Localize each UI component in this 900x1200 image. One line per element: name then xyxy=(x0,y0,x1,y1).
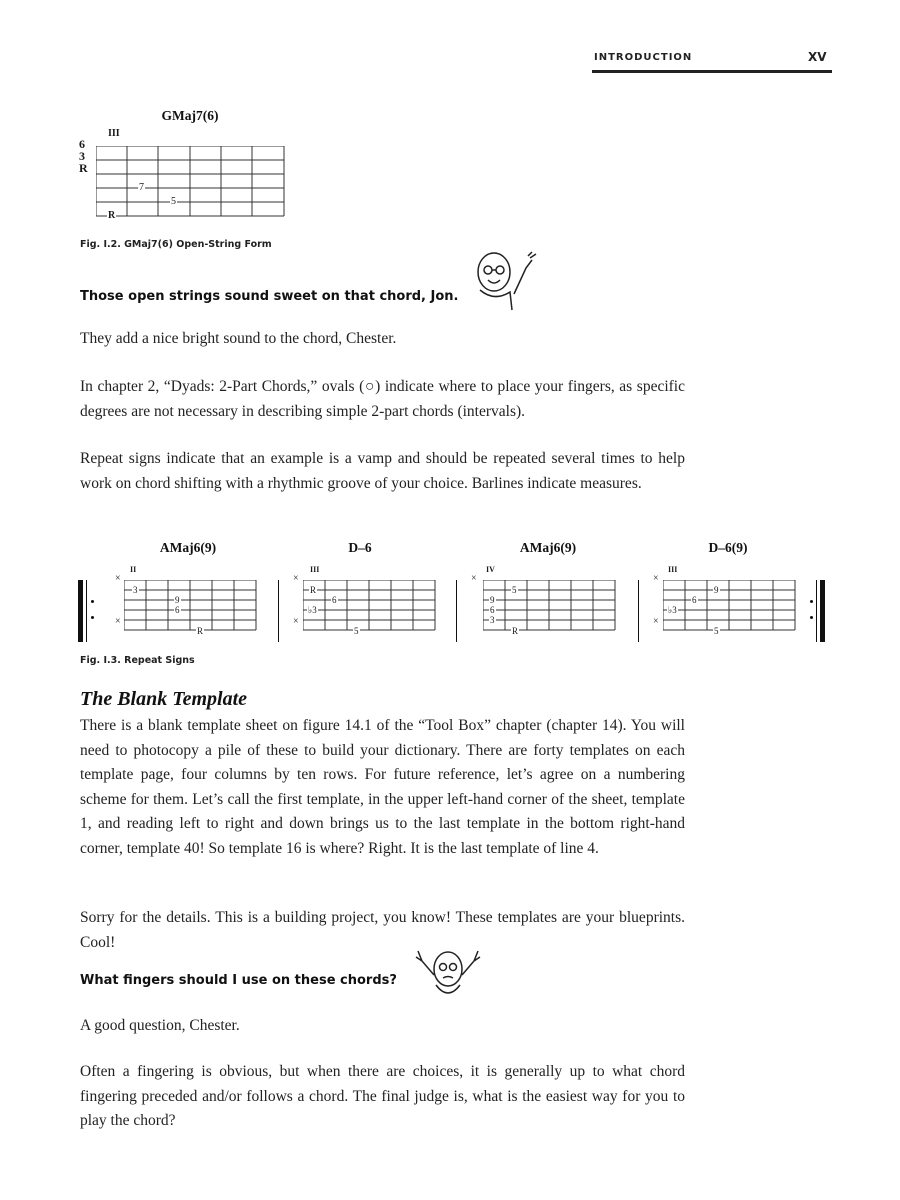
repeat-dot xyxy=(810,616,813,619)
repeat-dot xyxy=(91,616,94,619)
fig13-fret-position: II xyxy=(130,565,137,574)
fig13-chord-name: D–6(9) xyxy=(708,540,748,555)
header-rule xyxy=(592,70,832,73)
mute-mark: × xyxy=(293,573,299,584)
para-fingering: Often a fingering is obvious, but when there are choices, it is generally up to what chord fingering preceded and/or follows a chord. The final judge is, what is the easiest way for you to play the chord? xyxy=(80,1063,685,1129)
side-label: R xyxy=(79,161,88,175)
mute-mark: × xyxy=(653,573,659,584)
fig13-chord-grid xyxy=(303,580,438,635)
chord-dot: R xyxy=(310,585,317,595)
para-sorry-details: Sorry for the details. This is a building project, you know! These templates are your blueprints. Cool! xyxy=(80,909,685,951)
chord-dot: 5 xyxy=(171,196,176,207)
fig13-fret-position: III xyxy=(668,565,678,574)
chord-dot: 3 xyxy=(490,615,495,625)
para-ovals: In chapter 2, “Dyads: 2-Part Chords,” ovals (○) indicate where to place your fingers, as specific degrees are not necessary in describing simple 2-part chords (intervals). xyxy=(80,378,685,420)
chord-dot: 9 xyxy=(175,595,180,605)
side-label: 3 xyxy=(79,149,85,163)
chord-dot: 5 xyxy=(512,585,517,595)
jon-reply-1: They add a nice bright sound to the chord, Chester. xyxy=(80,330,397,347)
chord-dot: 6 xyxy=(332,595,337,605)
chord-dot: ♭3 xyxy=(308,605,317,615)
chord-dot: 7 xyxy=(139,182,144,193)
fig12-side-labels xyxy=(79,138,91,174)
fig13-chord-grid xyxy=(663,580,798,635)
barline xyxy=(456,580,457,642)
fig13-chord-name: D–6 xyxy=(348,540,372,555)
side-label: 6 xyxy=(79,137,85,151)
chord-dot: 9 xyxy=(490,595,495,605)
chord-dot: ♭3 xyxy=(668,605,677,615)
chester-line-1: Those open strings sound sweet on that chord, Jon. xyxy=(80,289,459,304)
para-blank-template: There is a blank template sheet on figure 14.1 of the “Tool Box” chapter (chapter 14). You will need to photocopy a pile of these to build your dictionary. There are forty templates on each template page, four columns by ten rows. For future reference, let’s agree on a numbering scheme for them. Let’s call the first template, in the upper left-hand corner of the sheet, template 1, and reading left to right and down brings us to the last template in the bottom right-hand corner, template 40! So template 16 is where? Right. It is the last template of line 4. xyxy=(80,717,685,857)
repeat-start-thick-bar xyxy=(78,580,83,642)
mute-mark: × xyxy=(115,573,121,584)
chord-dot: 5 xyxy=(714,626,719,636)
fig12-chord-grid xyxy=(96,146,286,221)
mute-mark: × xyxy=(115,616,121,627)
chord-dot: R xyxy=(512,626,519,636)
fig13-repeat-signs xyxy=(78,540,830,645)
fig12-caption: Fig. I.2. GMaj7(6) Open-String Form xyxy=(80,239,272,250)
chord-dot: 9 xyxy=(714,585,719,595)
fig13-fret-position: III xyxy=(310,565,320,574)
page-number: XV xyxy=(808,50,827,64)
section-title-blank-template: The Blank Template xyxy=(80,688,248,710)
running-header-section: INTRODUCTION xyxy=(594,52,693,63)
fig13-chord-name: AMaj6(9) xyxy=(159,540,217,555)
repeat-dot xyxy=(810,600,813,603)
chord-dot: 6 xyxy=(692,595,697,605)
mute-mark: × xyxy=(471,573,477,584)
repeat-dot xyxy=(91,600,94,603)
fig13-fret-position: IV xyxy=(486,565,495,574)
fig13-caption: Fig. I.3. Repeat Signs xyxy=(80,655,195,666)
mute-mark: × xyxy=(653,616,659,627)
chord-dot: R xyxy=(108,210,116,221)
repeat-end-thin-bar xyxy=(816,580,817,642)
para-repeat-signs: Repeat signs indicate that an example is a vamp and should be repeated several times to help work on chord shifting with a rhythmic groove of your choice. Barlines indicate measures. xyxy=(80,450,685,492)
barline xyxy=(638,580,639,642)
jon-reply-2: A good question, Chester. xyxy=(80,1017,240,1034)
fig13-chord-name: AMaj6(9) xyxy=(519,540,577,555)
chester-cartoon-icon xyxy=(468,246,544,321)
chester-shrug-cartoon-icon xyxy=(412,945,484,1012)
mute-mark: × xyxy=(293,616,299,627)
chord-dot: 6 xyxy=(175,605,180,615)
chord-dot: 6 xyxy=(490,605,495,615)
fig13-chord-grid xyxy=(124,580,259,635)
chord-dot: 5 xyxy=(354,626,359,636)
chord-dot: R xyxy=(197,626,204,636)
repeat-end-thick-bar xyxy=(820,580,825,642)
chord-dot: 3 xyxy=(133,585,138,595)
fig12-chord-name: GMaj7(6) xyxy=(161,108,219,123)
fig12-fret-position: III xyxy=(108,128,120,139)
chester-line-2: What fingers should I use on these chords? xyxy=(80,973,397,988)
fig13-chord-grid xyxy=(483,580,618,635)
repeat-start-thin-bar xyxy=(86,580,87,642)
barline xyxy=(278,580,279,642)
